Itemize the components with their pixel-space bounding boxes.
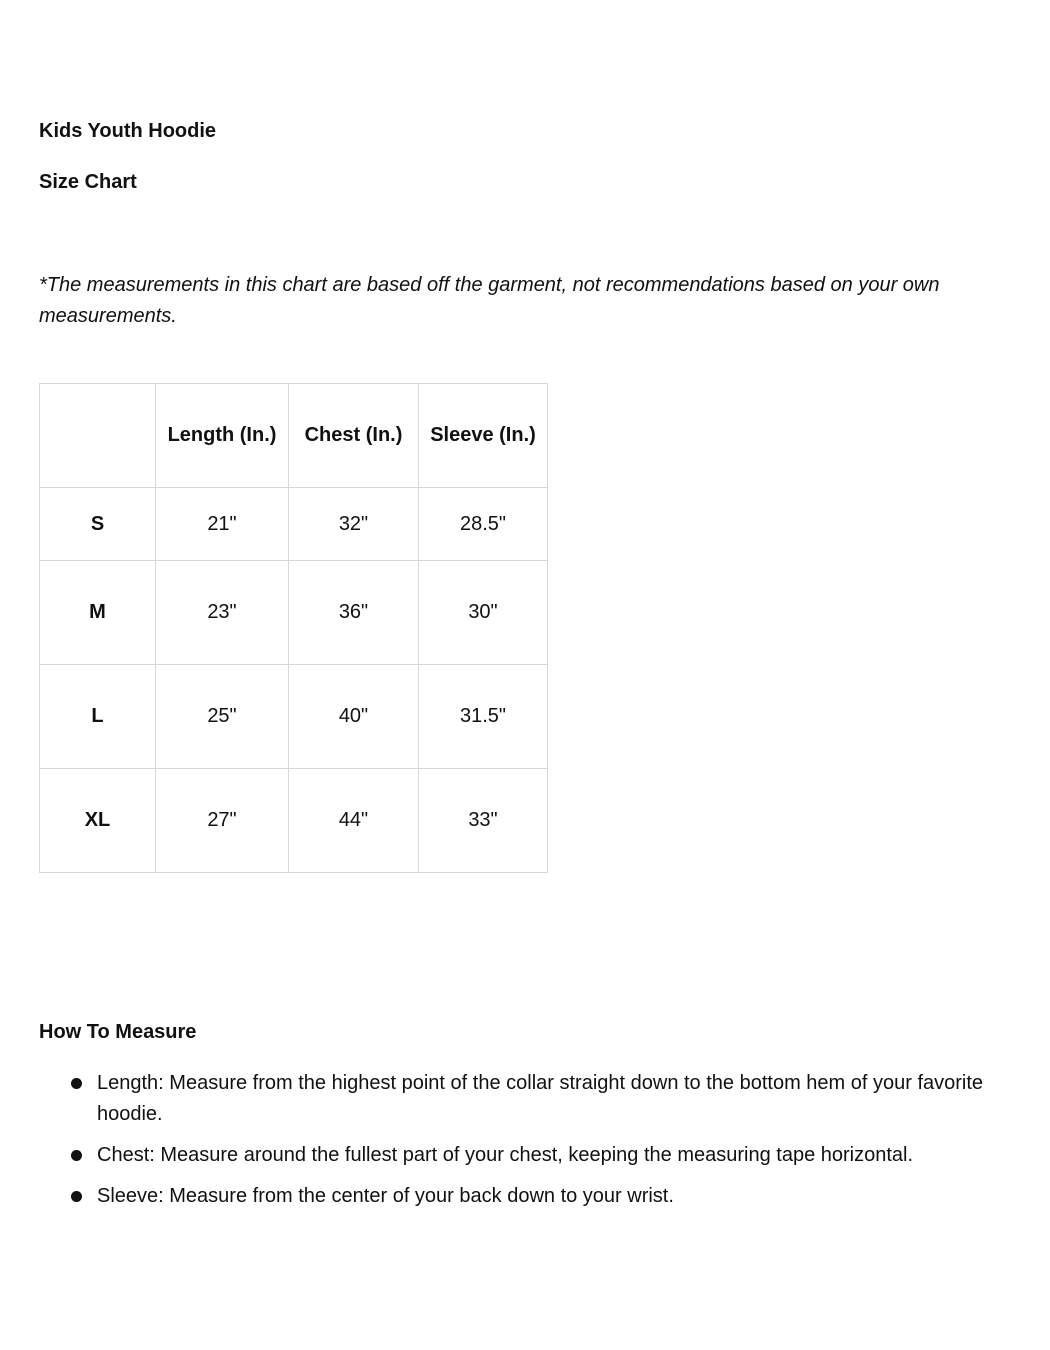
measurement-disclaimer: *The measurements in this chart are based off the garment, not recommendations based on your own measurements. [39, 274, 940, 327]
sleeve-value: 30" [419, 561, 548, 665]
how-to-measure-list [39, 1068, 1024, 1222]
list-item [39, 1140, 1024, 1171]
size-label: M [40, 561, 156, 665]
bullet-icon [71, 1191, 82, 1202]
chart-title: Size Chart [39, 171, 137, 193]
table-header-row [40, 384, 548, 488]
how-to-measure-title: How To Measure [39, 1021, 197, 1043]
chest-value: 36" [289, 561, 419, 665]
table-row [40, 769, 548, 873]
list-item [39, 1068, 1024, 1130]
length-value: 21" [156, 488, 289, 561]
size-label: XL [40, 769, 156, 873]
length-value: 23" [156, 561, 289, 665]
list-item-text: Length: Measure from the highest point of the collar straight down to the bottom hem of your favorite hoodie. [97, 1072, 984, 1125]
table-row [40, 561, 548, 665]
list-item [39, 1181, 1024, 1212]
sleeve-value: 31.5" [419, 665, 548, 769]
size-label: L [40, 665, 156, 769]
length-value: 25" [156, 665, 289, 769]
header-size [40, 384, 156, 488]
bullet-icon [71, 1078, 82, 1089]
header-length: Length (In.) [156, 384, 289, 488]
size-table [39, 383, 548, 873]
sleeve-value: 28.5" [419, 488, 548, 561]
list-item-text: Sleeve: Measure from the center of your back down to your wrist. [97, 1185, 674, 1207]
header-chest: Chest (In.) [289, 384, 419, 488]
product-title: Kids Youth Hoodie [39, 120, 217, 142]
sleeve-value: 33" [419, 769, 548, 873]
table-row [40, 665, 548, 769]
bullet-icon [71, 1150, 82, 1161]
length-value: 27" [156, 769, 289, 873]
table-row [40, 488, 548, 561]
chest-value: 44" [289, 769, 419, 873]
list-item-text: Chest: Measure around the fullest part of your chest, keeping the measuring tape horizontal. [97, 1144, 914, 1166]
size-label: S [40, 488, 156, 561]
header-sleeve: Sleeve (In.) [419, 384, 548, 488]
chest-value: 40" [289, 665, 419, 769]
chest-value: 32" [289, 488, 419, 561]
